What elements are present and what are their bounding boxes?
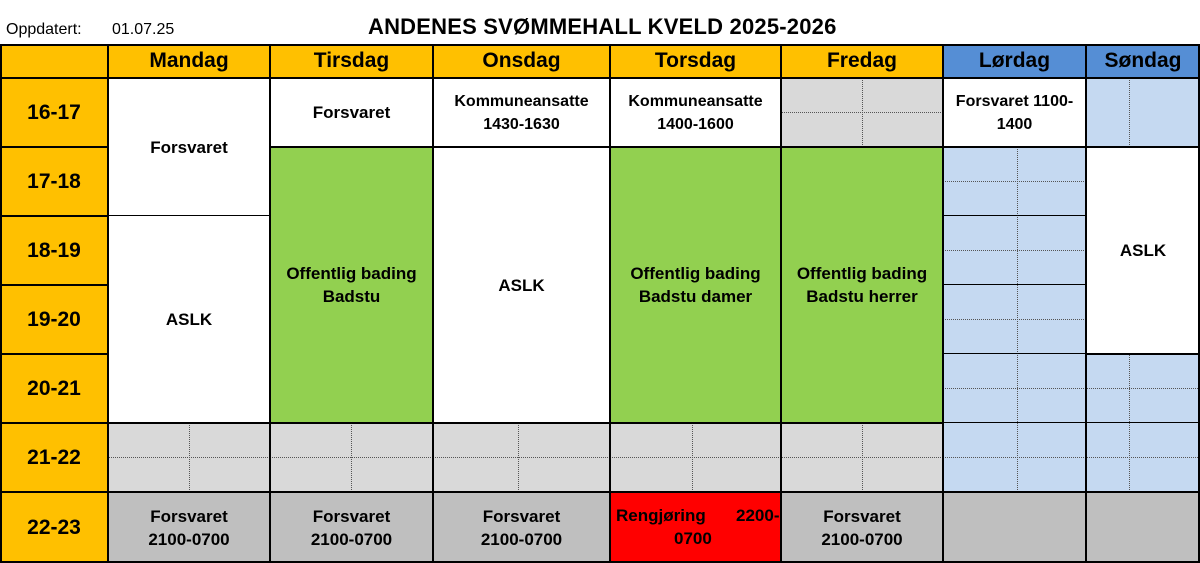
border-col-mon (269, 44, 271, 563)
sun-aslk-text: ASLK (1119, 241, 1167, 260)
border-row-22 (0, 491, 1200, 493)
tue-night-line2: 2100-0700 (310, 529, 393, 549)
day-header-lordag: Lørdag (943, 44, 1086, 78)
tue-night-line1: Forsvaret (312, 506, 391, 526)
sun-free-early-block (1086, 78, 1200, 147)
sun-late-guide-h1 (1086, 388, 1200, 389)
border-time-4 (0, 353, 108, 355)
schedule-grid (0, 44, 1200, 563)
tue-closed-guide-h (270, 457, 433, 458)
thu-closed-guide-h (610, 457, 781, 458)
page-title: ANDENES SVØMMEHALL KVELD 2025-2026 (368, 14, 837, 39)
border-sun-split (1086, 353, 1200, 355)
sat-guide-h2 (943, 250, 1086, 251)
border-col-time (107, 44, 109, 563)
border-time-1 (0, 146, 108, 148)
sat-hour-line-2 (943, 284, 1086, 285)
fri-night-block (781, 492, 943, 563)
fri-night-line2: 2100-0700 (821, 529, 903, 549)
mon-closed-guide-h (108, 457, 270, 458)
border-row-21 (108, 422, 943, 424)
top-bar (0, 0, 1200, 44)
thu-kommune-line2: 1400-1600 (657, 115, 734, 133)
thu-cleaning-label: Rengjøring (616, 506, 706, 525)
sat-forsvaret-line2: 1400 (996, 115, 1033, 133)
fri-early-guide-h (781, 112, 943, 113)
wed-aslk-text: ASLK (498, 275, 545, 295)
wed-night-line2: 2100-0700 (480, 529, 563, 549)
wed-night-block (433, 492, 610, 563)
day-header-onsdag: Onsdag (433, 44, 610, 78)
thu-public-swim-block (610, 147, 781, 423)
tue-public-line1: Offentlig bading (286, 264, 417, 283)
sun-late-guide-v (1129, 354, 1130, 492)
time-22-23: 22-23 (0, 492, 108, 563)
fri-public-line2: Badstu herrer (806, 287, 918, 306)
border-header-bottom (0, 77, 1200, 79)
sat-night-block (943, 492, 1086, 563)
tue-forsvaret-block (270, 78, 433, 147)
border-time-3 (0, 284, 108, 286)
fri-public-swim-block (781, 147, 943, 423)
sun-aslk-block (1086, 147, 1200, 354)
border-col-fri (942, 44, 944, 563)
fri-night-line1: Forsvaret (823, 506, 901, 526)
border-col-tue (432, 44, 434, 563)
border-col-thu (780, 44, 782, 563)
sun-early-guide-v (1129, 78, 1130, 147)
border-time-5 (0, 422, 108, 424)
border-mon-split (108, 215, 270, 216)
mon-aslk-block (108, 216, 270, 423)
sat-guide-h3 (943, 319, 1086, 320)
time-21-22: 21-22 (0, 423, 108, 492)
border-col-wed (609, 44, 611, 563)
corner-cell (0, 44, 108, 78)
sat-forsvaret-block (943, 78, 1086, 147)
border-time-2 (0, 215, 108, 217)
sat-hour-line-4 (943, 422, 1086, 423)
time-20-21: 20-21 (0, 354, 108, 423)
border-left (0, 44, 2, 563)
sat-forsvaret-line1: Forsvaret 1100- (955, 92, 1074, 110)
border-top (0, 44, 1200, 46)
border-row-17-mid (270, 146, 943, 148)
tue-night-block (270, 492, 433, 563)
fri-public-line1: Offentlig bading (796, 264, 928, 283)
sun-hour-line (1086, 422, 1200, 423)
sun-late-guide-h2 (1086, 457, 1200, 458)
wed-kommune-block (433, 78, 610, 147)
thu-cleaning-block (610, 492, 781, 563)
sat-guide-h1 (943, 181, 1086, 182)
sun-free-late-block (1086, 354, 1200, 492)
mon-night-line1: Forsvaret (150, 506, 228, 526)
wed-kommune-line2: 1430-1630 (483, 115, 560, 133)
thu-kommune-line1: Kommuneansatte (628, 92, 763, 110)
time-18-19: 18-19 (0, 216, 108, 285)
day-header-sondag: Søndag (1086, 44, 1200, 78)
thu-kommune-block (610, 78, 781, 147)
time-17-18: 17-18 (0, 147, 108, 216)
day-header-tirsdag: Tirsdag (270, 44, 433, 78)
mon-night-block (108, 492, 270, 563)
mon-forsvaret-block (108, 78, 270, 216)
sat-guide-h5 (943, 457, 1086, 458)
thu-cleaning-start: 2200- (736, 506, 780, 525)
sat-hour-line-3 (943, 353, 1086, 354)
thu-public-line2: Badstu damer (638, 287, 753, 306)
wed-aslk-block (433, 147, 610, 423)
mon-aslk-text: ASLK (165, 310, 213, 329)
mon-night-line2: 2100-0700 (148, 529, 230, 549)
tue-forsvaret-text: Forsvaret (312, 103, 391, 122)
wed-closed-guide-h (433, 457, 610, 458)
thu-cleaning-end: 0700 (674, 529, 712, 548)
tue-public-swim-block (270, 147, 433, 423)
wed-kommune-line1: Kommuneansatte (454, 92, 589, 110)
tue-public-line2: Badstu (322, 287, 381, 306)
sun-night-block (1086, 492, 1200, 563)
updated-label: Oppdatert: (6, 21, 82, 38)
thu-public-line1: Offentlig bading (630, 264, 761, 283)
wed-night-line1: Forsvaret (482, 506, 561, 526)
time-16-17: 16-17 (0, 78, 108, 147)
mon-forsvaret-text: Forsvaret (150, 137, 228, 157)
updated-date: 01.07.25 (112, 21, 175, 38)
fri-closed-guide-h (781, 457, 943, 458)
day-header-torsdag: Torsdag (610, 44, 781, 78)
border-col-sat (1085, 44, 1087, 563)
border-row-17-weekend (943, 146, 1200, 148)
time-19-20: 19-20 (0, 285, 108, 354)
day-header-mandag: Mandag (108, 44, 270, 78)
sat-guide-h4 (943, 388, 1086, 389)
day-header-fredag: Fredag (781, 44, 943, 78)
sat-hour-line-1 (943, 215, 1086, 216)
